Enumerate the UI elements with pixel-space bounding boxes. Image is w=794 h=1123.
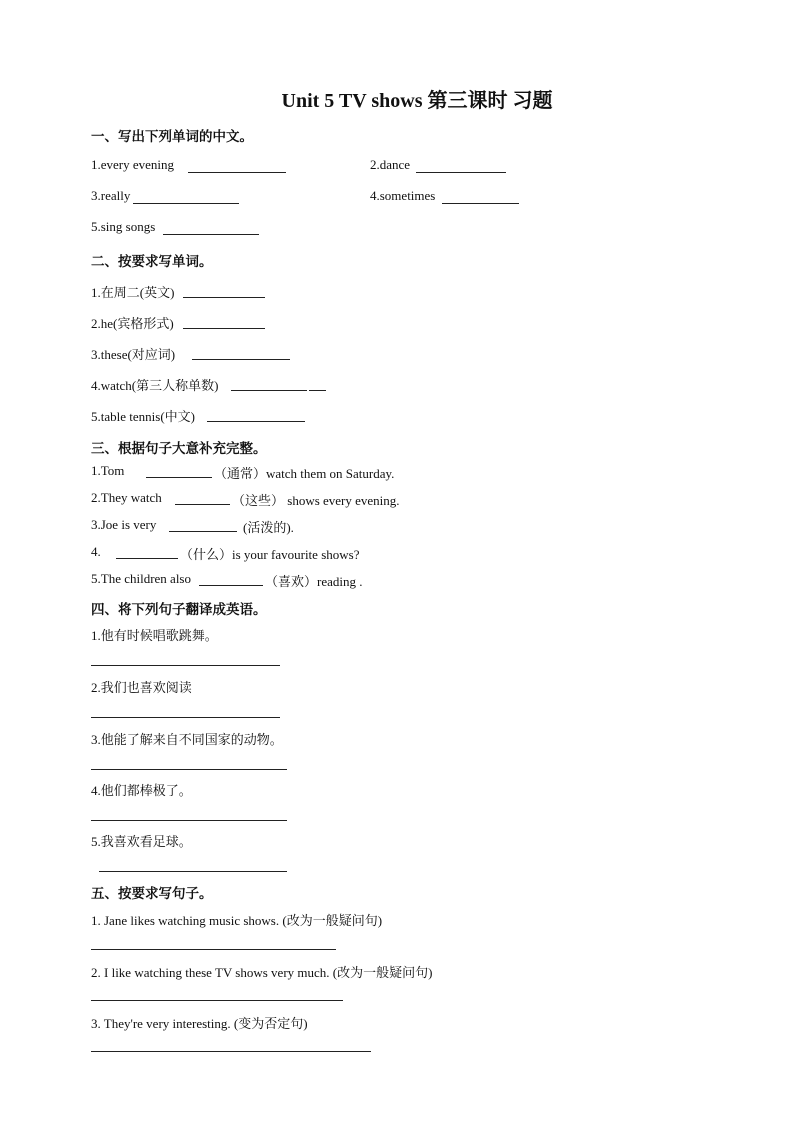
sentence-text: reading . xyxy=(317,574,363,589)
answer-line[interactable] xyxy=(175,504,230,505)
s5-item-2: 2. I like watching these TV shows very much. (改为一般疑问句) xyxy=(91,965,433,980)
answer-line[interactable] xyxy=(183,328,265,329)
s3-item-4-rest xyxy=(180,544,359,563)
answer-line[interactable] xyxy=(163,234,259,235)
answer-line[interactable] xyxy=(91,665,280,666)
answer-line[interactable] xyxy=(231,390,307,391)
s3-item-1-pre: 1.Tom xyxy=(91,463,125,478)
answer-line[interactable] xyxy=(91,769,287,770)
answer-line[interactable] xyxy=(146,477,212,478)
s4-item-1: 1.他有时候唱歌跳舞。 xyxy=(91,628,218,643)
answer-line[interactable] xyxy=(99,871,287,872)
answer-line[interactable] xyxy=(91,949,336,950)
answer-line[interactable] xyxy=(91,717,280,718)
hint-text: (活泼的). xyxy=(243,520,294,535)
s1-item-1: 1.every evening xyxy=(91,157,175,172)
s3-item-2-pre: 2.They watch xyxy=(91,490,162,505)
s4-item-3: 3.他能了解来自不同国家的动物。 xyxy=(91,732,283,747)
s3-item-2-rest xyxy=(232,490,400,509)
s2-item-1: 1.在周二(英文) xyxy=(91,285,175,300)
answer-line[interactable] xyxy=(416,172,506,173)
section-heading-3: 三、根据句子大意补充完整。 xyxy=(91,441,267,457)
answer-line[interactable] xyxy=(169,531,237,532)
s2-item-5: 5.table tennis(中文) xyxy=(91,409,195,424)
answer-line[interactable] xyxy=(192,359,290,360)
s3-item-5-rest xyxy=(265,571,363,590)
s2-item-4: 4.watch(第三人称单数) xyxy=(91,378,219,393)
s1-item-2: 2.dance xyxy=(370,157,411,172)
s3-item-1-rest xyxy=(214,463,394,482)
s4-item-2: 2.我们也喜欢阅读 xyxy=(91,680,192,695)
s3-item-5-pre: 5.The children also xyxy=(91,571,191,586)
hint-text: （喜欢） xyxy=(265,574,318,589)
s1-item-5: 5.sing songs xyxy=(91,219,156,234)
answer-line[interactable] xyxy=(188,172,286,173)
answer-line[interactable] xyxy=(91,1051,371,1052)
section-heading-2: 二、按要求写单词。 xyxy=(91,254,213,270)
answer-line[interactable] xyxy=(309,390,326,391)
s5-item-3: 3. They're very interesting. (变为否定句) xyxy=(91,1016,308,1031)
hint-text: （这些） xyxy=(232,493,285,508)
s3-item-4-pre: 4. xyxy=(91,544,101,559)
s3-item-3-pre: 3.Joe is very xyxy=(91,517,157,532)
hint-text: （通常） xyxy=(214,466,267,481)
section-heading-1: 一、写出下列单词的中文。 xyxy=(91,129,253,145)
answer-line[interactable] xyxy=(442,203,519,204)
sentence-text: shows every evening. xyxy=(287,493,400,508)
answer-line[interactable] xyxy=(183,297,265,298)
s1-item-3: 3.really xyxy=(91,188,131,203)
answer-line[interactable] xyxy=(133,203,239,204)
section-heading-5: 五、按要求写句子。 xyxy=(91,886,213,902)
s2-item-2: 2.he(宾格形式) xyxy=(91,316,174,331)
answer-line[interactable] xyxy=(207,421,305,422)
page-title: Unit 5 TV shows 第三课时 习题 xyxy=(281,90,553,112)
sentence-text: watch them on Saturday. xyxy=(266,466,395,481)
answer-line[interactable] xyxy=(116,558,178,559)
answer-line[interactable] xyxy=(199,585,263,586)
answer-line[interactable] xyxy=(91,820,287,821)
hint-text: （什么） xyxy=(180,547,233,562)
s4-item-5: 5.我喜欢看足球。 xyxy=(91,834,192,849)
answer-line[interactable] xyxy=(91,1000,343,1001)
section-heading-4: 四、将下列句子翻译成英语。 xyxy=(91,602,267,618)
s1-item-4: 4.sometimes xyxy=(370,188,436,203)
s3-item-3-rest xyxy=(243,517,294,536)
s2-item-3: 3.these(对应词) xyxy=(91,347,176,362)
sentence-text: is your favourite shows? xyxy=(232,547,360,562)
s5-item-1: 1. Jane likes watching music shows. (改为一般疑问句) xyxy=(91,913,383,928)
s4-item-4: 4.他们都棒极了。 xyxy=(91,783,192,798)
